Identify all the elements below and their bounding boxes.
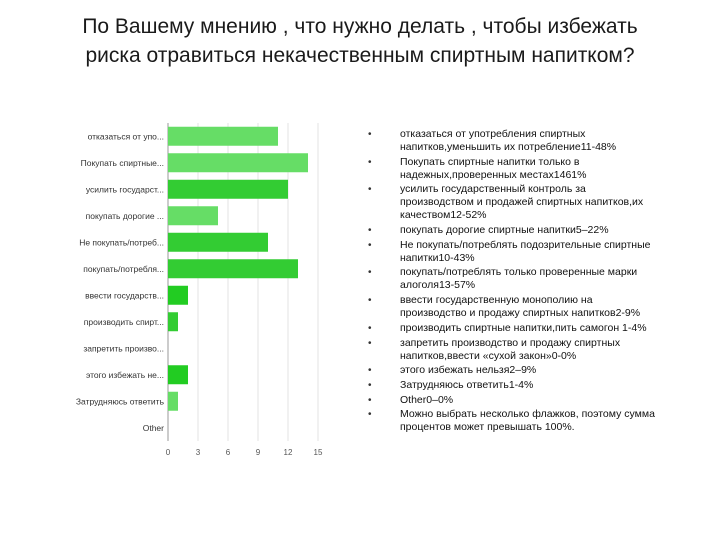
- legend-note-item: [368, 239, 658, 265]
- bullet-icon: •: [368, 379, 372, 391]
- bar: [168, 233, 268, 252]
- bar-chart: [40, 115, 330, 465]
- legend-note-item: [368, 394, 658, 407]
- bar: [168, 392, 178, 411]
- category-label: ввести государств...: [85, 290, 164, 301]
- bar: [168, 259, 298, 278]
- bar: [168, 127, 278, 146]
- category-label: усилить государст...: [85, 184, 164, 195]
- legend-note-item: [368, 156, 658, 182]
- legend-note-text: производить спиртные напитки,пить самогон 1-4%: [400, 321, 647, 334]
- bar: [168, 286, 188, 305]
- category-label: производить спирт...: [83, 316, 164, 327]
- category-label: покупать дорогие ...: [85, 210, 164, 221]
- bar: [168, 153, 308, 172]
- bullet-icon: •: [368, 409, 372, 421]
- bullet-icon: •: [368, 267, 372, 279]
- category-label: отказаться от упо...: [87, 131, 164, 142]
- bar: [168, 365, 188, 384]
- legend-note-text: усилить государственный контроль за производством и продажей спиртных напитков,их качеством12-52%: [400, 183, 644, 222]
- bullet-icon: •: [368, 184, 372, 196]
- x-tick-label: 9: [255, 448, 261, 457]
- legend-note-item: [368, 128, 658, 154]
- x-tick-label: 0: [165, 448, 171, 457]
- bullet-icon: •: [368, 225, 372, 237]
- bullet-icon: •: [368, 322, 372, 334]
- legend-note-item: [368, 337, 658, 363]
- slide-title: [20, 12, 700, 70]
- legend-note-item: [368, 322, 658, 335]
- bullet-icon: •: [368, 156, 372, 168]
- legend-note-text: Не покупать/потреблять подозрительные спиртные напитки10-43%: [400, 238, 651, 264]
- legend-note-text: отказаться от употребления спиртных напитков,уменьшить их потребление11-48%: [400, 128, 617, 153]
- legend-note-item: [368, 379, 658, 392]
- legend-note-text: Покупать спиртные напитки только в надежных,проверенных местах1461%: [400, 155, 587, 181]
- bar: [168, 206, 218, 225]
- legend-note-text: покупать/потреблять только проверенные марки алоголя13-57%: [400, 266, 638, 292]
- bar: [168, 180, 288, 199]
- x-tick-label: 12: [283, 448, 293, 457]
- legend-note-text: Можно выбрать несколько флажков, поэтому сумма процентов может превышать 100%.: [400, 408, 655, 434]
- title-line-2: риска отравиться некачественным спиртным напитком?: [85, 44, 635, 67]
- category-label: Затрудняюсь ответить: [75, 396, 164, 407]
- bar: [168, 312, 178, 331]
- legend-note-item: [368, 364, 658, 377]
- legend-note-text: этого избежать нельзя2–9%: [400, 364, 537, 377]
- x-tick-label: 3: [195, 448, 201, 457]
- bullet-icon: •: [368, 239, 372, 251]
- category-label: Other: [142, 422, 164, 433]
- bullet-icon: •: [368, 295, 372, 307]
- bullet-icon: •: [368, 337, 372, 349]
- category-label: Не покупать/потреб...: [79, 237, 164, 248]
- category-label: запретить произво...: [83, 343, 164, 354]
- legend-note-text: ввести государственную монополию на производство и продажу спиртных напитков2-9%: [400, 294, 641, 320]
- category-label: Покупать спиртные...: [80, 157, 164, 168]
- legend-note-item: [368, 266, 658, 292]
- bullet-icon: •: [368, 365, 372, 377]
- category-label: покупать/потребля...: [83, 263, 164, 274]
- legend-note-text: запретить производство и продажу спиртных напитков,ввести «сухой закон»0-0%: [400, 336, 621, 362]
- legend-note-text: Other0–0%: [400, 393, 454, 406]
- legend-notes-list: [368, 128, 658, 436]
- x-tick-label: 15: [313, 448, 323, 457]
- legend-note-item: [368, 408, 658, 434]
- legend-note-item: [368, 183, 658, 222]
- x-tick-label: 6: [225, 448, 231, 457]
- bullet-icon: •: [368, 394, 372, 406]
- category-label: этого избежать не...: [85, 369, 164, 380]
- bullet-icon: •: [368, 129, 372, 140]
- legend-note-item: [368, 224, 658, 237]
- title-line-1: По Вашему мнению , что нужно делать , чтобы избежать: [82, 15, 638, 38]
- legend-note-text: покупать дорогие спиртные напитки5–22%: [400, 224, 609, 237]
- legend-note-item: [368, 294, 658, 320]
- legend-note-text: Затрудняюсь ответить1-4%: [400, 378, 534, 391]
